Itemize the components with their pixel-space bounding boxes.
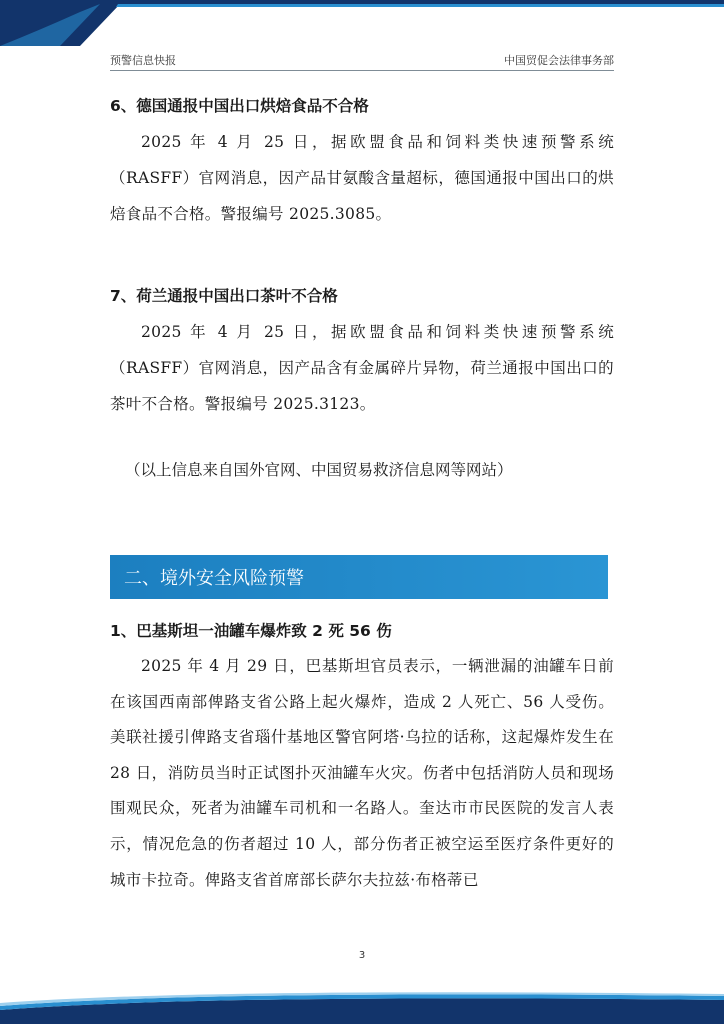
- footer-decoration: [0, 990, 724, 1024]
- header-decoration: [0, 0, 724, 46]
- section-6-body: 2025 年 4 月 25 日，据欧盟食品和饲料类快速预警系统（RASFF）官网消息，因产品甘氨酸含量超标，德国通报中国出口的烘焙食品不合格。警报编号 2025.3085。: [110, 133, 614, 223]
- header-left-text: 预警信息快报: [110, 54, 176, 67]
- header-right-text: 中国贸促会法律事务部: [504, 54, 614, 67]
- section2-item1-title: 1、巴基斯坦一油罐车爆炸致 2 死 56 伤: [110, 622, 392, 640]
- section2-content: [110, 613, 614, 898]
- main-content: [110, 88, 614, 488]
- section-7-title: 7、荷兰通报中国出口茶叶不合格: [110, 287, 338, 305]
- section-6-title: 6、德国通报中国出口烘焙食品不合格: [110, 97, 369, 115]
- section-7-body: 2025 年 4 月 25 日，据欧盟食品和饲料类快速预警系统（RASFF）官网消息，因产品含有金属碎片异物，荷兰通报中国出口的茶叶不合格。警报编号 2025.3123。: [110, 323, 614, 413]
- section2-item1-body: 2025 年 4 月 29 日，巴基斯坦官员表示，一辆泄漏的油罐车日前在该国西南部俾路支省公路上起火爆炸，造成 2 人死亡、56 人受伤。美联社援引俾路支省瑙什基地区警官阿塔·乌拉的话称，这起爆炸发生在 28 日，消防员当时正试图扑灭油罐车火灾。伤者中包括消防人员和现场围观民众，死者为油罐车司机和一名路人。奎达市市民医院的发言人表示，情况危急的伤者超过 10 人，部分伤者正被空运至医疗条件更好的城市卡拉奇。俾路支省首席部长萨尔夫拉兹·布格蒂已: [110, 657, 614, 889]
- banner-title: 二、境外安全风险预警: [124, 568, 304, 589]
- section-banner: [110, 555, 608, 599]
- source-note: （以上信息来自国外官网、中国贸易救济信息网等网站）: [125, 461, 513, 479]
- header-divider: [110, 70, 614, 71]
- page-number: 3: [358, 950, 366, 961]
